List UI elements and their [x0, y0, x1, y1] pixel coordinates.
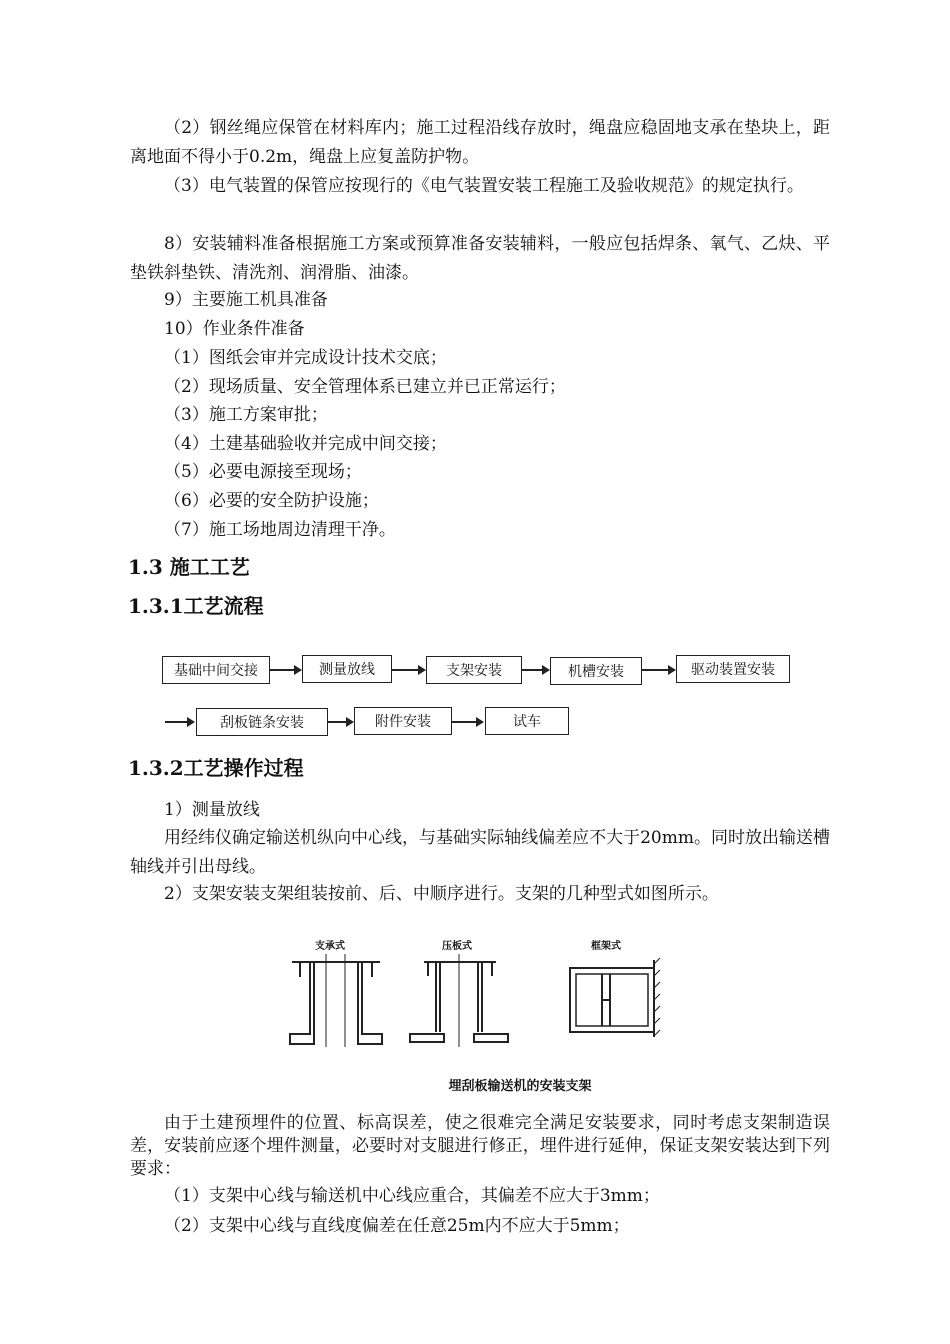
flow-arrow [452, 721, 482, 723]
flow-step: 支架安装 [426, 656, 522, 684]
condition-item: （3）施工方案审批； [164, 405, 328, 425]
condition-item: （2）现场质量、安全管理体系已建立并已正常运行； [164, 377, 566, 397]
flow-arrow [392, 669, 424, 671]
flow-step: 驱动装置安装 [676, 655, 790, 683]
flow-step: 机槽安装 [550, 657, 642, 685]
flow-arrow [328, 721, 352, 723]
paragraph-conditions: 10）作业条件准备 [164, 319, 305, 339]
condition-item: （7）施工场地周边清理干净。 [164, 520, 396, 540]
condition-item: （6）必要的安全防护设施； [164, 491, 379, 511]
figure-label: 框架式 [591, 941, 621, 952]
flow-step: 试车 [485, 707, 569, 735]
paragraph-survey: 用经纬仪确定输送机纵向中心线，与基础实际轴线偏差应不大于20mm。同时放出输送槽轴线并引出母线。 [130, 828, 830, 877]
condition-item: （1）图纸会审并完成设计技术交底； [164, 348, 447, 368]
paragraph-wire-rope: （2）钢丝绳应保管在材料库内；施工过程沿线存放时，绳盘应稳固地支承在垫块上，距离地面不得小于0.2m，绳盘上应复盖防护物。 [130, 118, 830, 167]
support-type-standing [280, 952, 400, 1052]
section-heading: 1.3 施工工艺 [128, 555, 250, 579]
support-type-frame [560, 952, 670, 1047]
flow-arrow [165, 721, 193, 723]
flow-arrow [642, 669, 674, 671]
step-title: 1）测量放线 [164, 800, 260, 820]
flow-step: 基础中间交接 [162, 656, 270, 684]
flow-step: 附件安装 [354, 707, 452, 735]
support-type-clamp [404, 952, 514, 1052]
subsection-heading: 1.3.2工艺操作过程 [128, 756, 304, 780]
subsection-heading: 1.3.1工艺流程 [128, 594, 264, 618]
requirement-item: （2）支架中心线与直线度偏差在任意25m内不应大于5mm； [164, 1216, 630, 1236]
requirement-item: （1）支架中心线与输送机中心线应重合，其偏差不应大于3mm； [164, 1186, 660, 1206]
flow-step: 测量放线 [302, 655, 392, 683]
condition-item: （5）必要电源接至现场； [164, 462, 362, 482]
paragraph-support: 2）支架安装支架组装按前、后、中顺序进行。支架的几种型式如图所示。 [164, 884, 719, 904]
paragraph-materials: 8）安装辅料准备根据施工方案或预算准备安装辅料，一般应包括焊条、氧气、乙炔、平垫铁斜垫铁、清洗剂、润滑脂、油漆。 [130, 234, 830, 283]
flow-arrow [522, 669, 548, 671]
figure-label: 支承式 [315, 941, 345, 952]
paragraph-requirements: 由于土建预埋件的位置、标高误差，使之很难完全满足安装要求，同时考虑支架制造误差，安装前应逐个埋件测量，必要时对支腿进行修正，埋件进行延伸，保证支架安装达到下列要求： [130, 1113, 830, 1179]
condition-item: （4）土建基础验收并完成中间交接； [164, 434, 447, 454]
flow-arrow [270, 669, 300, 671]
paragraph-electrical: （3）电气装置的保管应按现行的《电气装置安装工程施工及验收规范》的规定执行。 [164, 176, 804, 196]
figure-label: 压板式 [442, 941, 472, 952]
paragraph-tools: 9）主要施工机具准备 [164, 290, 328, 310]
figure-caption: 埋刮板输送机的安装支架 [448, 1079, 592, 1094]
flow-step: 刮板链条安装 [196, 708, 328, 736]
